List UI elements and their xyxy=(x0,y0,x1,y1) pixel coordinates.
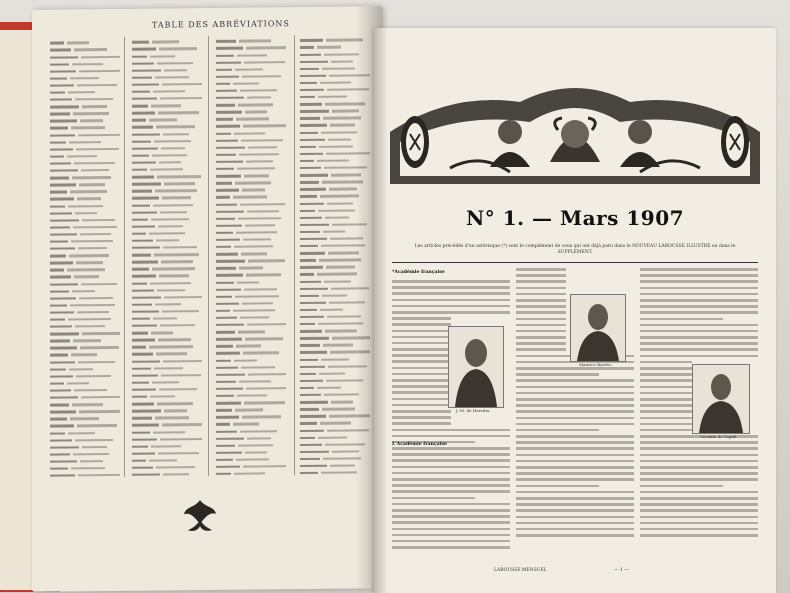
article-lead-2: L'Académie française xyxy=(392,442,447,447)
text-line xyxy=(640,404,692,407)
text-line xyxy=(640,280,758,283)
text-line xyxy=(392,534,510,537)
text-line xyxy=(516,509,634,512)
issue-title: N° 1. — Mars 1907 xyxy=(465,206,685,230)
text-line xyxy=(516,447,634,450)
text-line xyxy=(640,336,758,339)
text-line xyxy=(392,546,510,549)
text-line xyxy=(516,478,634,481)
text-line xyxy=(392,385,451,388)
text-line xyxy=(392,342,451,345)
text-line xyxy=(392,286,510,289)
text-line xyxy=(392,484,510,487)
text-line xyxy=(640,311,758,314)
text-line xyxy=(516,460,634,463)
text-line xyxy=(516,516,634,519)
text-line xyxy=(640,386,692,389)
text-line xyxy=(516,472,634,475)
text-line xyxy=(516,410,634,413)
text-line xyxy=(640,268,758,271)
masthead-ornament xyxy=(390,72,760,184)
text-line xyxy=(640,491,758,494)
text-line xyxy=(640,466,758,469)
text-line xyxy=(392,311,510,314)
text-line xyxy=(516,274,566,277)
text-line xyxy=(640,447,758,450)
text-line xyxy=(392,466,510,469)
text-line xyxy=(516,392,634,395)
text-line xyxy=(392,348,451,351)
text-column-1 xyxy=(392,280,510,552)
abbreviation-entry xyxy=(216,470,286,478)
text-line xyxy=(516,386,634,389)
article-lead-academie: *Académie française xyxy=(392,270,445,275)
text-line xyxy=(516,293,566,296)
text-line xyxy=(640,460,758,463)
text-line xyxy=(516,528,634,531)
text-line xyxy=(516,404,634,407)
text-line xyxy=(392,497,475,500)
text-line xyxy=(640,392,692,395)
caption-barres: Maurice Barrès. xyxy=(579,362,612,367)
text-line xyxy=(640,342,758,345)
text-line xyxy=(640,478,758,481)
text-line xyxy=(516,503,634,506)
text-line xyxy=(392,422,451,425)
text-line xyxy=(392,528,510,531)
abbreviations-column-3 xyxy=(216,37,286,478)
issue-note: Les articles précédés d'un astérisque (*) sont le complément de ceux qui ont déjà paru dans le NOUVEAU LAROUSSE ILLUSTRÉ ou dans le SUPPLÉMENT. xyxy=(414,244,736,255)
text-line xyxy=(516,287,566,290)
text-line xyxy=(640,293,758,296)
text-line xyxy=(640,509,758,512)
text-line xyxy=(392,360,451,363)
portrait-heredia xyxy=(448,326,504,408)
text-line xyxy=(640,454,758,457)
text-line xyxy=(392,435,510,438)
text-line xyxy=(516,311,566,314)
text-line xyxy=(516,367,634,370)
page-number: — 1 — xyxy=(614,568,629,573)
abbreviations-column-2 xyxy=(132,38,202,479)
text-line xyxy=(392,305,510,308)
caption-heredia: J.-M. de Heredia. xyxy=(456,408,491,413)
text-line xyxy=(516,330,566,333)
text-line xyxy=(516,454,634,457)
text-line xyxy=(516,534,634,537)
text-line xyxy=(640,441,758,444)
text-line xyxy=(640,423,692,426)
caption-vogue: Vicomte de Vogüé. xyxy=(700,434,738,439)
portrait-barres xyxy=(570,294,626,362)
text-line xyxy=(392,280,510,283)
text-line xyxy=(640,361,692,364)
text-line xyxy=(640,373,692,376)
abbreviation-entry xyxy=(50,472,120,480)
left-page xyxy=(32,6,382,592)
text-line xyxy=(392,509,510,512)
text-line xyxy=(392,373,451,376)
text-line xyxy=(640,528,758,531)
right-page xyxy=(374,28,776,593)
text-line xyxy=(392,472,510,475)
text-line xyxy=(392,453,510,456)
text-line xyxy=(516,441,634,444)
text-line xyxy=(640,299,758,302)
text-line xyxy=(640,287,758,290)
text-line xyxy=(516,336,566,339)
text-line xyxy=(640,367,692,370)
text-line xyxy=(516,429,599,432)
text-line xyxy=(392,299,510,302)
text-line xyxy=(640,318,723,321)
text-line xyxy=(392,354,451,357)
text-line xyxy=(392,330,451,333)
text-line xyxy=(392,478,510,481)
text-line xyxy=(640,324,758,327)
text-line xyxy=(516,491,634,494)
text-line xyxy=(516,485,599,488)
text-line xyxy=(640,330,758,333)
text-line xyxy=(640,379,692,382)
text-line xyxy=(516,373,599,376)
text-line xyxy=(516,299,566,302)
text-line xyxy=(392,515,510,518)
text-line xyxy=(392,459,510,462)
text-line xyxy=(516,342,566,345)
text-line xyxy=(392,410,451,413)
text-line xyxy=(640,472,758,475)
text-line xyxy=(392,379,451,382)
text-line xyxy=(392,404,451,407)
text-line xyxy=(392,521,510,524)
text-line xyxy=(640,348,758,351)
text-line xyxy=(640,534,758,537)
text-line xyxy=(392,490,510,493)
abbreviations-title: TABLE DES ABRÉVIATIONS xyxy=(152,19,290,30)
abbreviations-column-1 xyxy=(50,39,120,480)
text-line xyxy=(516,522,634,525)
text-line xyxy=(640,305,758,308)
fleuron-ornament xyxy=(180,498,220,534)
text-line xyxy=(392,367,451,370)
text-line xyxy=(516,318,566,321)
text-line xyxy=(392,503,510,506)
text-line xyxy=(640,522,758,525)
text-line xyxy=(640,485,723,488)
text-line xyxy=(392,317,451,320)
text-line xyxy=(392,323,451,326)
text-line xyxy=(392,429,510,432)
text-line xyxy=(516,305,566,308)
abbreviation-entry xyxy=(132,471,202,479)
text-line xyxy=(516,268,566,271)
text-line xyxy=(516,435,634,438)
text-line xyxy=(640,398,692,401)
text-line xyxy=(640,274,758,277)
text-line xyxy=(392,292,510,295)
text-line xyxy=(392,391,451,394)
portrait-vogue xyxy=(692,364,750,434)
text-line xyxy=(392,398,451,401)
text-line xyxy=(516,423,634,426)
text-line xyxy=(392,416,451,419)
text-line xyxy=(640,355,758,358)
text-line xyxy=(516,348,566,351)
text-line xyxy=(516,280,566,283)
text-line xyxy=(640,417,692,420)
text-line xyxy=(640,503,758,506)
text-line xyxy=(516,466,634,469)
text-line xyxy=(516,417,634,420)
text-line xyxy=(392,447,510,450)
text-line xyxy=(640,410,692,413)
footer-title: LAROUSSE MENSUEL xyxy=(494,568,547,573)
text-line xyxy=(392,540,510,543)
text-line xyxy=(640,516,758,519)
text-line xyxy=(516,379,634,382)
text-line xyxy=(516,497,634,500)
text-line xyxy=(516,324,566,327)
text-line xyxy=(640,435,758,438)
text-line xyxy=(392,336,451,339)
divider-rule xyxy=(392,262,758,263)
text-line xyxy=(516,398,634,401)
text-line xyxy=(640,497,758,500)
